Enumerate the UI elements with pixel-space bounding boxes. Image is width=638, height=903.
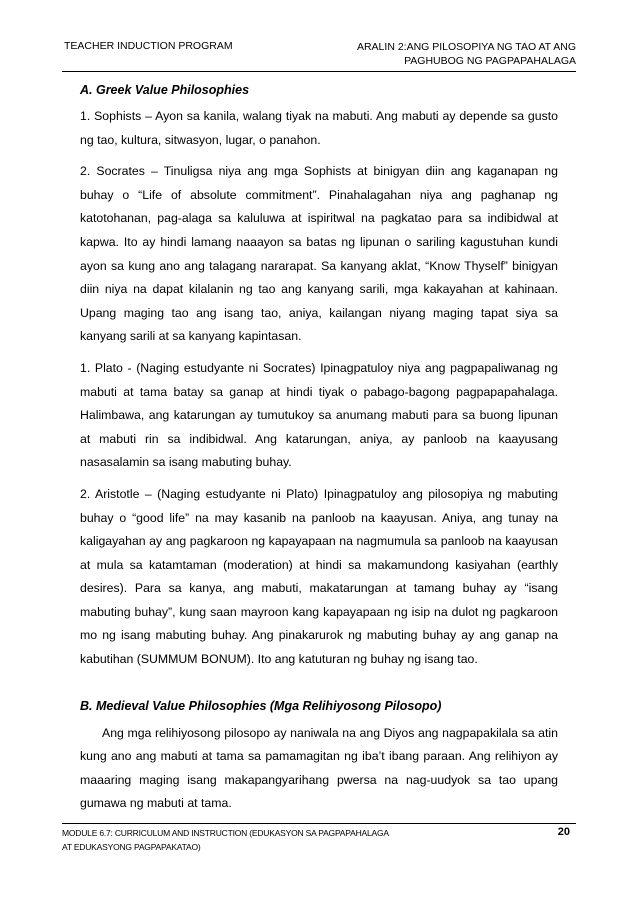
page-body	[80, 80, 558, 816]
page-number: 20	[557, 826, 570, 838]
paragraph-socrates: 2. Socrates – Tinuligsa niya ang mga Sophists at binigyan diin ang kaganapan ng buhay o “Life of absolute commitment”. Pinahalagahan niya ang paghanap ng katotohanan, pag-alaga sa kaluluwa at ispiritwal na pagkatao para sa indibidwal at kapwa. Ito ay hindi lamang naaayon sa batas ng lipunan o sariling kagustuhan kundi ayon sa kung ano ang talagang nararapat. Sa kanyang aklat, “Know Thyself” binigyan diin niya na dapat kilalanin ng tao ang kanyang sarili, mga kakayahan at kahinaan. Upang maging tao ang isang tao, aniya, kailangan niyang maging tapat siya sa kanyang sarili at sa kanyang kapintasan.	[80, 164, 558, 344]
paragraph-plato: 1. Plato - (Naging estudyante ni Socrates) Ipinagpatuloy niya ang pagpapaliwanag ng mabuti at tama batay sa ganap at hindi tiyak o pabago-bagong pagpapapahalaga. Halimbawa, ang katarungan ay tumutukoy sa anumang mabuti para sa buong lipunan at mabuti rin sa indibidwal. Ang katarungan, aniya, ay panloob na kaayusang nasasalamin sa isang mabuting buhay.	[80, 360, 558, 470]
header-lesson-title	[357, 40, 576, 68]
section-a-heading: A. Greek Value Philosophies	[80, 83, 250, 97]
paragraph-sophists: 1. Sophists – Ayon sa kanila, walang tiyak na mabuti. Ang mabuti ay depende sa gusto ng tao, kultura, sitwasyon, lugar, o panahon.	[80, 109, 558, 147]
footer-module-line1: MODULE 6.7: CURRICULUM AND INSTRUCTION (EDUKASYON SA PAGPAPAHALAGA	[62, 828, 389, 838]
header-lesson-line1: ARALIN 2:ANG PILOSOPIYA NG TAO AT ANG	[356, 41, 576, 53]
paragraph-aristotle: 2. Aristotle – (Naging estudyante ni Plato) Ipinagpatuloy ang pilosopiya ng mabuting buhay o “good life” na may kasanib na panloob na kaayusan. Aniya, ang tunay na kaligayahan ay ang pagkaroon ng kapayapaan na nagmumula sa panloob na kaayusan at mula sa katamtaman (moderation) at hindi sa makamundong kasiyahan (earthly desires). Para sa kanya, ang mabuti, makatarungan at tamang buhay ay “isang mabuting buhay”, kung saan mayroon kang kapayapaan ng isip na dulot ng pagkaroon mo ng isang mabuting buhay. Ang pinakarurok ng mabuting buhay ay ang ganap na kabutihan (SUMMUM BONUM). Ito ang katuturan ng buhay ng isang tao.	[80, 486, 558, 667]
footer-module-line2: AT EDUKASYONG PAGPAPAKATAO)	[62, 842, 201, 852]
footer-divider	[62, 823, 576, 824]
header-program-title: TEACHER INDUCTION PROGRAM	[64, 40, 233, 52]
header-lesson-line2: PAGHUBOG NG PAGPAPAHALAGA	[404, 55, 576, 67]
header-divider	[62, 71, 576, 72]
footer-module-title	[62, 826, 492, 854]
section-b-heading: B. Medieval Value Philosophies (Mga Relihiyosong Pilosopo)	[80, 698, 442, 713]
page-header	[62, 40, 576, 72]
paragraph-medieval: Ang mga relihiyosong pilosopo ay naniwala na ang Diyos ang nagpapakilala sa atin kung ano ang mabuti at tama sa pamamagitan ng iba’t ibang paraan. Ang relihiyon ay maaaring maging isang makapangyarihang pwersa na nag-uudyok sa tao upang gumawa ng mabuti at tama.	[80, 725, 558, 811]
